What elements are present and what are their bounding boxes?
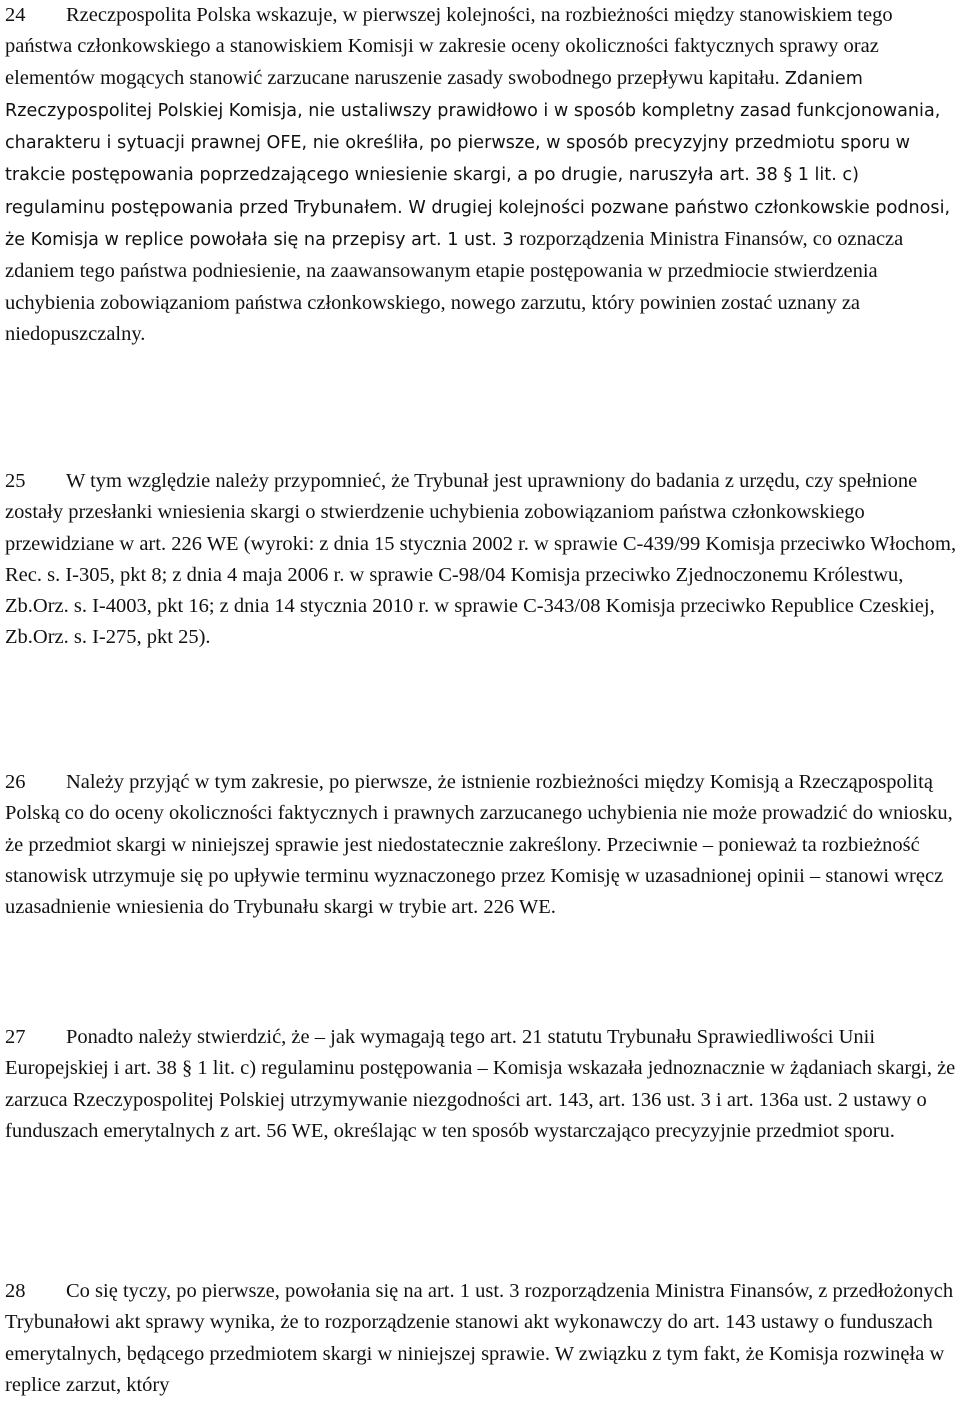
paragraph-number: 25 [5,470,26,492]
paragraph-number: 26 [5,771,26,793]
paragraph-number: 24 [5,4,26,26]
paragraph-text: Co się tyczy, po pierwsze, powołania się na art. 1 ust. 3 rozporządzenia Ministra Finansów, z przedłożonych Trybunałowi akt sprawy wynika, że to rozporządzenie stanowi akt wykonawczy do art. 143 ustawy o funduszach emerytalnych, będącego przedmiotem skargi w niniejszej sprawie. W związku z tym fakt, że Komisja rozwinęła w replice zarzut, który [5,1280,954,1396]
paragraph-text: Ponadto należy stwierdzić, że – jak wymagają tego art. 21 statutu Trybunału Sprawiedliwości Unii Europejskiej i art. 38 § 1 lit. c) regulaminu postępowania – Komisja wskazała jednoznacznie w żądaniach skargi, że zarzuca Rzeczypospolitej Polskiej utrzymywanie niezgodności art. 143, art. 136 ust. 3 i art. 136a ust. 2 ustawy o funduszach emerytalnych z art. 56 WE, określając w ten sposób wystarczająco precyzyjnie przedmiot sporu. [5,1026,956,1142]
paragraph-28 [5,1276,957,1401]
paragraph-27 [5,1022,957,1147]
paragraph-25 [5,466,957,654]
paragraph-text-serif: rozporządzenia Ministra Finansów, co oznacza zdaniem tego państwa podniesienie, na zaawansowanym etapie postępowania w przedmiocie stwierdzenia uchybienia zobowiązaniom państwa członkowskiego, nowego zarzutu, który powinien zostać uznany za niedopuszczalny. [5,228,904,345]
paragraph-26 [5,767,957,923]
paragraph-text-serif: Rzeczpospolita Polska wskazuje, w pierwszej kolejności, na rozbieżności między stanowiskiem tego państwa członkowskiego a stanowiskiem Komisji w zakresie oceny okoliczności faktycznych sprawy oraz elementów mogących stanowić zarzucane naruszenie zasady swobodnego przepływu kapitału. [5,4,893,89]
paragraph-text: Należy przyjąć w tym zakresie, po pierwsze, że istnienie rozbieżności między Komisją a Rzecząpospolitą Polską co do oceny okoliczności faktycznych i prawnych zarzucanego uchybienia nie może prowadzić do wniosku, że przedmiot skargi w niniejszej sprawie jest niedostatecznie zakreślony. Przeciwnie – ponieważ ta rozbieżność stanowisk utrzymuje się po upływie terminu wyznaczonego przez Komisję w uzasadnionej opinii – stanowi wręcz uzasadnienie wniesienia do Trybunału skargi w trybie art. 226 WE. [5,771,953,919]
paragraph-24 [5,0,957,350]
paragraph-text-sans: Zdaniem Rzeczypospolitej Polskiej Komisja, nie ustaliwszy prawidłowo i w sposób kompletny zasad funkcjonowania, charakteru i sytuacji prawnej OFE, nie określiła, po pierwsze, w sposób precyzyjny przedmiotu sporu w trakcie postępowania poprzedzającego wniesienie skargi, a po drugie, naruszyła art. 38 § 1 lit. c) regulaminu postępowania przed Trybunałem. W drugiej kolejności pozwane państwo członkowskie podnosi, że Komisja w replice powołała się na przepisy art. 1 ust. 3 [5,68,951,251]
paragraph-text: W tym względzie należy przypomnieć, że Trybunał jest uprawniony do badania z urzędu, czy spełnione zostały przesłanki wniesienia skargi o stwierdzenie uchybienia zobowiązaniom państwa członkowskiego przewidziane w art. 226 WE (wyroki: z dnia 15 stycznia 2002 r. w sprawie C‑439/99 Komisja przeciwko Włochom, Rec. s. I‑305, pkt 8; z dnia 4 maja 2006 r. w sprawie C‑98/04 Komisja przeciwko Zjednoczonemu Królestwu, Zb.Orz. s. I‑4003, pkt 16; z dnia 14 stycznia 2010 r. w sprawie C‑343/08 Komisja przeciwko Republice Czeskiej, Zb.Orz. s. I‑275, pkt 25). [5,470,957,649]
paragraph-number: 28 [5,1280,26,1302]
paragraph-number: 27 [5,1026,26,1048]
